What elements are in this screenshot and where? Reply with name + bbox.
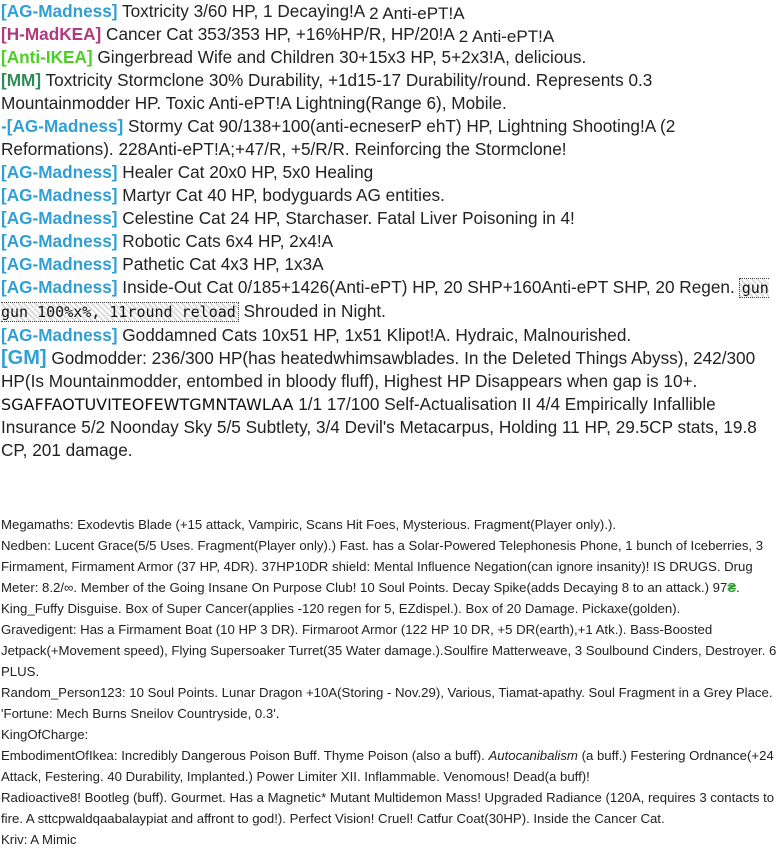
faction-tag: [H-MadKEA]: [1, 24, 102, 44]
status-line: [1, 184, 781, 207]
status-line: [1, 253, 781, 276]
status-text: Healer Cat 20x0 HP, 5x0 Healing: [117, 162, 374, 182]
status-line: [1, 46, 781, 69]
status-text-after: Shrouded in Night.: [238, 301, 386, 321]
status-text: Celestine Cat 24 HP, Starchaser. Fatal Liver Poisoning in 4!: [117, 208, 575, 228]
weapon-label: gun gun 100%x%, 11round reload: [1, 279, 769, 321]
player-line: Random_Person123: 10 Soul Points. Lunar Dragon +10A(Storing - Nov.29), Various, Tiamat-apathy. Soul Fragment in a Grey Place. 'Fortune: Mech Burns Sneilov Countryside, 0.3'.: [1, 685, 773, 721]
status-text: Martyr Cat 40 HP, bodyguards AG entities.: [117, 185, 445, 205]
player-line: Radioactive8! Bootleg (buff). Gourmet. Has a Magnetic* Mutant Multidemon Mass! Upgraded Radiance (120A, requires 3 contacts to fire. A sttcpwaldqaabalaypiat and affront to god!). Perfect Vision! Cruel! Catfur Coat(30HP). Inside the Cancer Cat.: [1, 790, 775, 826]
currency-icon: ₴: [727, 580, 737, 595]
status-line: [1, 115, 781, 161]
status-line: [1, 161, 781, 184]
status-text: Cancer Cat 353/353 HP, +16%HP/R, HP/20!A: [101, 24, 459, 44]
faction-tag: [GM]: [1, 347, 47, 369]
status-text: Stormy Cat 90/138+100(anti-ecneserP ehT) HP, Lightning Shooting!A (2 Reformations). 228Anti-ePT!A;+47/R, +5/R/R. Reinforcing the Stormclone!: [1, 116, 676, 159]
faction-tag: [AG-Madness]: [1, 162, 118, 182]
status-line: [1, 324, 781, 347]
status-text-after: 1/1 17/100 Self-Actualisation II 4/4 Empirically Infallible Insurance 5/2 Noonday Sky 5/5 Subtlety, 3/4 Devil's Metacarpus, Holding 11 HP, 29.5CP stats, 19.8 CP, 201 damage.: [1, 394, 757, 460]
status-text: Gingerbread Wife and Children 30+15x3 HP, 5+2x3!A, delicious.: [92, 47, 587, 67]
faction-tag: [AG-Madness]: [1, 208, 118, 228]
player-line: Megamaths: Exodevtis Blade (+15 attack, Vampiric, Scans Hit Foes, Mysterious. Fragment(Player only).).: [1, 517, 617, 532]
faction-tag: [AG-Madness]: [1, 254, 118, 274]
faction-tag: [AG-Madness]: [1, 185, 118, 205]
status-text: Goddamned Cats 10x51 HP, 1x51 Klipot!A. Hydraic, Malnourished.: [117, 325, 632, 345]
faction-tag: [Anti-IKEA]: [1, 47, 93, 67]
status-line: [1, 0, 781, 23]
faction-tag: -[AG-Madness]: [1, 116, 124, 136]
italic-text: Autocanibalism: [488, 748, 578, 763]
status-text: Robotic Cats 6x4 HP, 2x4!A: [117, 231, 334, 251]
player-line: Kriv: A Mimic: [1, 832, 77, 847]
faction-tag: [AG-Madness]: [1, 277, 118, 297]
status-line: [1, 207, 781, 230]
faction-tag: [AG-Madness]: [1, 231, 118, 251]
status-extra: 2 Anti-ePT!A: [458, 27, 555, 46]
player-list: [1, 514, 781, 850]
player-line: KingOfCharge:: [1, 727, 89, 742]
status-line: [1, 23, 781, 46]
status-extra: 2 Anti-ePT!A: [369, 4, 465, 23]
status-text: Toxtricity 3/60 HP, 1 Decaying!A: [117, 1, 370, 21]
player-line: Gravedigent: Has a Firmament Boat (10 HP 3 DR). Firmaroot Armor (122 HP 10 DR, +5 DR(earth),+1 Atk.). Bass-Boosted Jetpack(+Movement speed), Flying Supersoaker Turret(35 Water damage.).Soulfire Matterweave, 3 Soulbound Cinders, Destroyer. 6 PLUS.: [1, 622, 777, 679]
player-line: Nedben: Lucent Grace(5/5 Uses. Fragment(Player only).) Fast. has a Solar-Powered Telephonesis Phone, 1 bunch of Iceberries, 3 Firmament, Firmament Armor (37 HP, 4DR). 37HP10DR shield: Mental Influence Negation(can ignore insanity)! IS DRUGS. Drug Meter: 8.2/∞. Member of the Going Insane On Purpose Club! 10 Soul Points. Decay Spike(adds Decaying 8 to an attack.) 97₴. King_Fuffy Disguise. Box of Super Cancer(applies -120 regen for 5, EZdispel.). Box of 20 Damage. Pickaxe(golden).: [1, 538, 764, 616]
player-line: EmbodimentOfIkea: Incredibly Dangerous Poison Buff. Thyme Poison (also a buff). Autocanibalism (a buff.) Festering Ordnance(+24 Attack, Festering. 40 Durability, Implanted.) Power Limiter XII. Inflammable. Venomous! Dead(a buff)!: [1, 748, 774, 784]
status-text: Pathetic Cat 4x3 HP, 1x3A: [117, 254, 324, 274]
status-text: Toxtricity Stormclone 30% Durability, +1d15-17 Durability/round. Represents 0.3 Mountainmodder HP. Toxic Anti-ePT!A Lightning(Range 6), Mobile.: [1, 70, 653, 113]
status-list: [1, 0, 781, 462]
faction-tag: [AG-Madness]: [1, 325, 118, 345]
status-line: [1, 230, 781, 253]
acronym-text: SGAFFAOTUVITEOFEWTGMNTAWLAA: [1, 395, 294, 414]
status-text: Inside-Out Cat 0/185+1426(Anti-ePT) HP, 20 SHP+160Anti-ePT SHP, 20 Regen.: [117, 277, 735, 297]
status-line: [1, 276, 781, 324]
status-text: Godmodder: 236/300 HP(has heatedwhimsawblades. In the Deleted Things Abyss), 242/300 HP(Is Mountainmodder, entombed in bloody fluff), Highest HP Disappears when gap is 10+.: [1, 348, 756, 391]
status-line: [1, 69, 781, 115]
status-line: [1, 347, 781, 462]
faction-tag: [MM]: [1, 70, 42, 90]
faction-tag: [AG-Madness]: [1, 1, 118, 21]
spacer: [1, 462, 781, 514]
